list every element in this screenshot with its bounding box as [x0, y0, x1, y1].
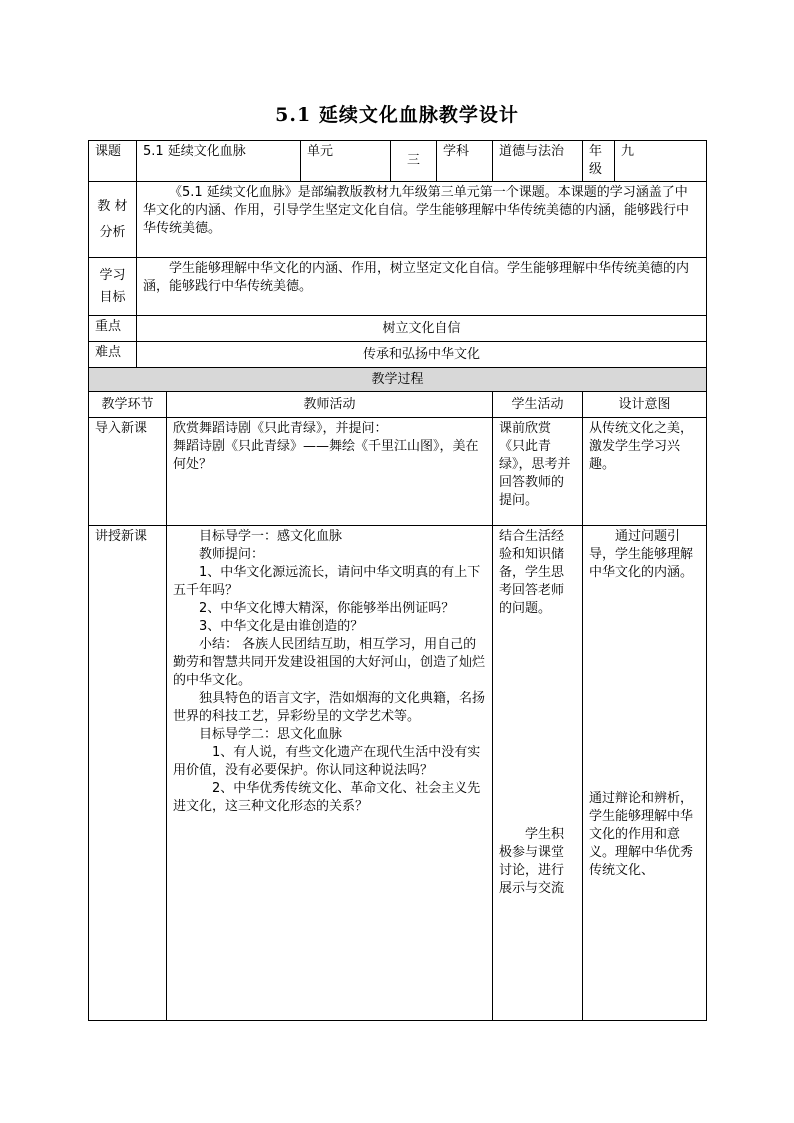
key-point-text: 树立文化自信 — [137, 316, 707, 342]
column-header-stage: 教学环节 — [89, 392, 167, 418]
subject-value: 道德与法治 — [493, 141, 583, 182]
teacher-line: 欣赏舞蹈诗剧《只此青绿》，并提问： — [173, 421, 388, 436]
teacher-cell — [167, 418, 493, 526]
objectives-label-line2: 目标 — [99, 289, 126, 305]
student-cell: 课前欣赏《只此青绿》，思考并回答教师的提问。 — [493, 418, 583, 526]
column-header-student: 学生活动 — [493, 392, 583, 418]
teacher-line: 2、中华文化博大精深，你能够举出例证吗？ — [199, 601, 455, 616]
objectives-text: 学生能够理解中华文化的内涵、作用，树立坚定文化自信。学生能够理解中华传统美德的内涵，能够践行中华传统美德。 — [137, 258, 707, 316]
teacher-line: 小结： 各族人民团结互助，相互学习，用自己的勤劳和智慧共同开发建设祖国的大好河山，创造了灿烂的中华文化。 — [173, 637, 486, 688]
teacher-line: 舞蹈诗剧《只此青绿》——舞绘《千里江山图》，美在何处？ — [173, 439, 479, 472]
lesson-label: 课题 — [89, 141, 137, 182]
teacher-line: 目标导学二：思文化血脉 — [199, 727, 343, 742]
teacher-cell — [167, 526, 493, 1021]
column-header-intent: 设计意图 — [583, 392, 707, 418]
spacer — [499, 618, 576, 826]
grade-value: 九 — [615, 141, 707, 182]
lesson-value: 5.1 延续文化血脉 — [137, 141, 301, 182]
analysis-row — [89, 182, 707, 258]
teacher-line: 3、中华文化是由谁创造的？ — [199, 619, 364, 634]
stage-cell: 讲授新课 — [89, 526, 167, 1021]
teacher-line: 2、中华优秀传统文化、革命文化、社会主义先进文化，这三种文化形态的关系？ — [173, 781, 481, 814]
analysis-label-line1: 教 材 — [97, 198, 128, 214]
analysis-text: 《5.1 延续文化血脉》是部编教版教材九年级第三单元第一个课题。本课题的学习涵盖了中华文化的内涵、作用，引导学生坚定文化自信。学生能够理解中华传统美德的内涵，能够践行中华传统美德。 — [137, 182, 707, 258]
teacher-line: 1、有人说，有些文化遗产在现代生活中没有实用价值，没有必要保护。你认同这种说法吗？ — [173, 745, 481, 778]
column-header-row — [89, 392, 707, 418]
intent-cell — [583, 526, 707, 1021]
document-title: 5.1 延续文化血脉教学设计 — [275, 104, 519, 126]
difficulty-label: 难点 — [89, 342, 137, 368]
difficulty-row — [89, 342, 707, 368]
lesson-plan-table — [88, 140, 707, 1021]
intent-cell: 从传统文化之美，激发学生学习兴趣。 — [583, 418, 707, 526]
column-header-teacher: 教师活动 — [167, 392, 493, 418]
key-point-row — [89, 316, 707, 342]
objectives-label — [89, 258, 137, 316]
student-cell — [493, 526, 583, 1021]
objectives-label-line1: 学习 — [99, 267, 126, 283]
intent-text: 通过问题引导，学生能够理解中华文化的内涵。 — [589, 529, 694, 580]
table-row — [89, 418, 707, 526]
teacher-line: 目标导学一：感文化血脉 — [199, 529, 343, 544]
stage-cell: 导入新课 — [89, 418, 167, 526]
process-header: 教学过程 — [89, 368, 707, 392]
unit-label: 单元 — [301, 141, 391, 182]
objectives-row — [89, 258, 707, 316]
spacer — [589, 582, 700, 790]
unit-value: 三 — [391, 141, 437, 182]
student-text: 结合生活经验和知识储备，学生思考回答老师的问题。 — [499, 529, 565, 616]
key-point-label: 重点 — [89, 316, 137, 342]
intent-text: 通过辩论和辨析，学生能够理解中华文化的作用和意义。理解中华优秀传统文化、 — [589, 791, 694, 878]
grade-label: 年级 — [583, 141, 615, 182]
analysis-label — [89, 182, 137, 258]
analysis-label-line2: 分析 — [99, 224, 126, 240]
difficulty-text: 传承和弘扬中华文化 — [137, 342, 707, 368]
teacher-line: 教师提问： — [199, 547, 265, 562]
teacher-line: 独具特色的语言文字，浩如烟海的文化典籍，名扬世界的科技工艺，异彩纷呈的文学艺术等。 — [173, 691, 486, 724]
header-row — [89, 141, 707, 182]
teacher-line: 1、中华文化源远流长，请问中华文明真的有上下五千年吗？ — [173, 565, 481, 598]
subject-label: 学科 — [437, 141, 493, 182]
student-text: 学生积极参与课堂讨论，进行展示与交流 — [499, 827, 565, 896]
process-header-row — [89, 368, 707, 392]
table-row — [89, 526, 707, 1021]
